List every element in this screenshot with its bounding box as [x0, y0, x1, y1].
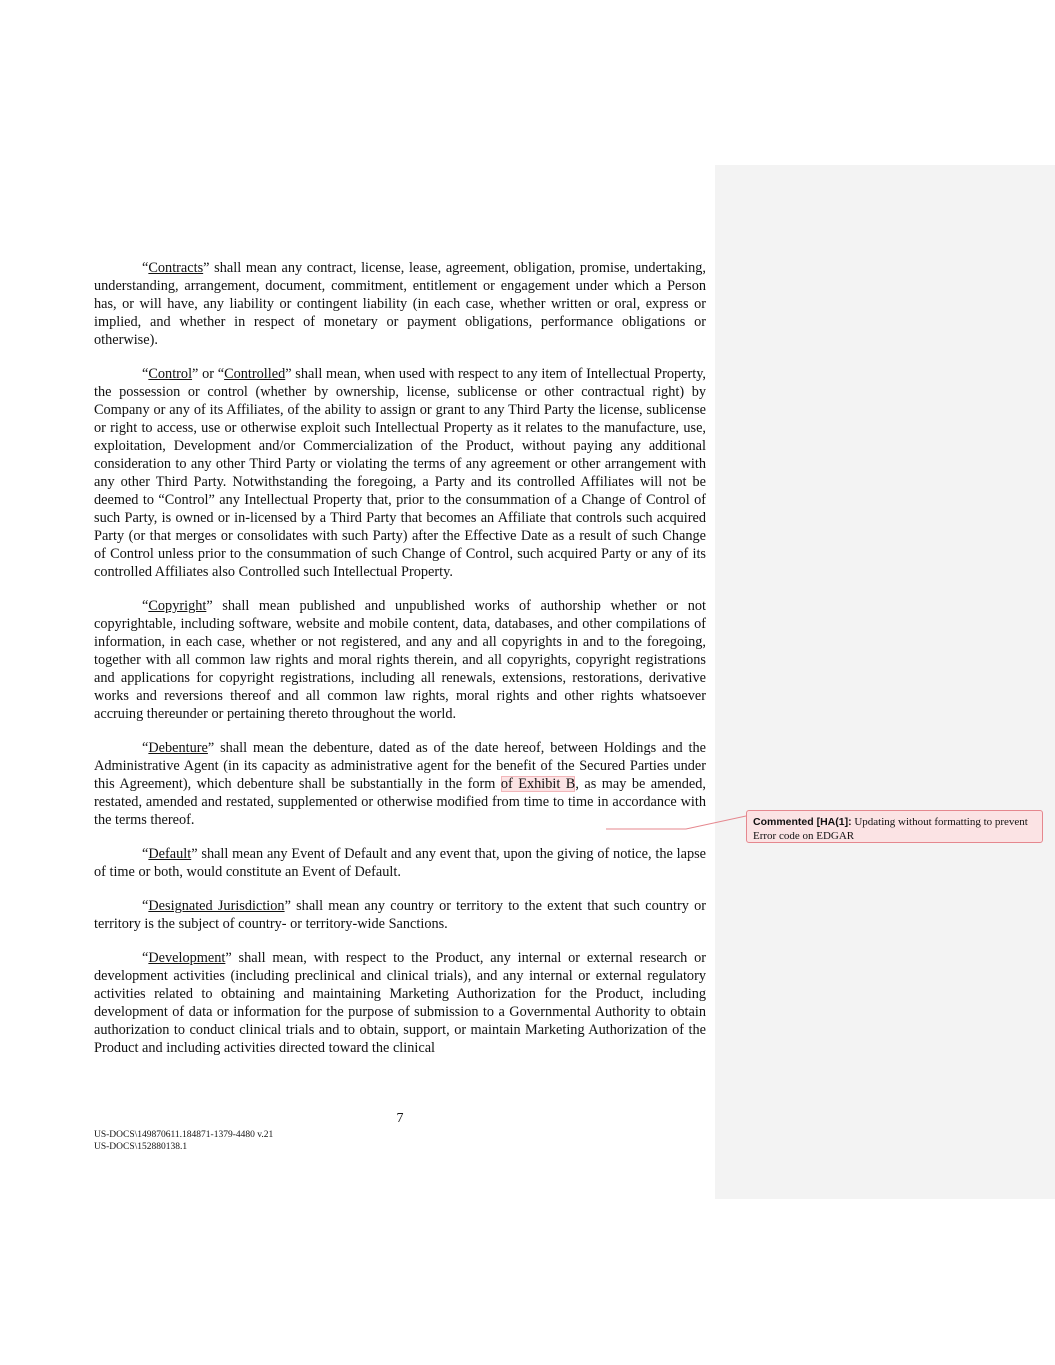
doc-id-primary: US-DOCS\149870611.184871-1379-4480 v.21: [94, 1130, 274, 1140]
definition-development: “Development” shall mean, with respect to the Product, any internal or external research or development activities (including preclinical and clinical trials), and any internal or external regulatory activities related to obtaining and maintaining Marketing Authorization for the Product, including development of data or information for the purpose of submission to a Governmental Authority to obtain authorization to conduct clinical trials and to obtain, support, or maintain Marketing Authorization of the Product and including activities directed toward the clinical: [94, 950, 706, 1056]
term-default: Default: [148, 846, 192, 862]
definition-debenture: “Debenture” shall mean the debenture, dated as of the date hereof, between Holdings and the Administrative Agent (in its capacity as administrative agent for the benefit of the Secured Parties under this Agreement), which debenture shall be substantially in the form of Exhibit B, as may be amended, restated, amended and restated, supplemented or otherwise modified from time to time in accordance with the terms thereof.: [94, 740, 706, 828]
definition-designated-jurisdiction: “Designated Jurisdiction” shall mean any country or territory to the extent that such country or territory is the subject of country- or territory-wide Sanctions.: [94, 898, 706, 932]
term-development: Development: [148, 950, 226, 966]
comment-text: Updating without formatting to prevent Error code on EDGAR: [753, 816, 1028, 842]
comment-author-tag: Commented [HA(1]:: [753, 816, 852, 828]
term-debenture: Debenture: [148, 740, 208, 756]
document-ids: [94, 1129, 273, 1153]
definition-contracts: “Contracts” shall mean any contract, license, lease, agreement, obligation, promise, undertaking, understanding, arrangement, document, commitment, entitlement or engagement under which a Person has, or will have, any liability or contingent liability (in each case, whether written or oral, express or implied, and whether in respect of monetary or payment obligations, performance obligations or otherwise).: [94, 260, 706, 348]
term-contracts: Contracts: [148, 260, 204, 276]
definition-copyright: “Copyright” shall mean published and unpublished works of authorship whether or not copyrightable, including software, website and mobile content, data, databases, and other compilations of information, in each case, whether or not registered, and any and all copyrights in and to the foregoing, together with all common law rights and moral rights therein, and all copyrights, copyright registrations and applications for copyright registrations, including all renewals, extensions, restorations, derivative works and reversions thereof and all common law rights, moral rights and other rights whatsoever accruing thereunder or pertaining thereto throughout the world.: [94, 598, 706, 722]
term-designated-jurisdiction: Designated Jurisdiction: [148, 898, 285, 914]
term-copyright: Copyright: [148, 598, 207, 614]
commented-text-highlight[interactable]: of Exhibit B: [500, 776, 576, 792]
definition-control: “Control” or “Controlled” shall mean, when used with respect to any item of Intellectual Property, the possession or control (whether by ownership, license, sublicense or other contractual right) by Company or any of its Affiliates, of the ability to assign or grant to any Third Party the license, sublicense or right to access, use or otherwise exploit such Intellectual Property as it relates to the manufacture, use, exploitation, Development and/or Commercialization of the Product, without paying any additional consideration to any other Third Party or violating the terms of any agreement or other arrangement with any other Third Party. Notwithstanding the foregoing, a Party and its controlled Affiliates will not be deemed to “Control” any Intellectual Property that, prior to the consummation of a Change of Control of such Party, is owned or in-licensed by a Third Party that becomes an Affiliate that controls such acquired Party (or that merges or consolidates with such Party) after the Effective Date as a result of such Change of Control unless prior to the consummation of such Change of Control, such acquired Party or any of its controlled Affiliates also Controlled such Intellectual Property.: [94, 366, 706, 580]
term-control: Control: [148, 366, 193, 382]
comment-balloon[interactable]: [746, 810, 1043, 843]
definition-default: “Default” shall mean any Event of Default and any event that, upon the giving of notice, the lapse of time or both, would constitute an Event of Default.: [94, 846, 706, 880]
doc-id-secondary: US-DOCS\152880138.1: [94, 1142, 188, 1152]
document-body: [94, 259, 706, 1073]
term-controlled: Controlled: [224, 366, 286, 382]
comment-pane: [715, 165, 1055, 1199]
page-number: 7: [396, 1111, 404, 1126]
